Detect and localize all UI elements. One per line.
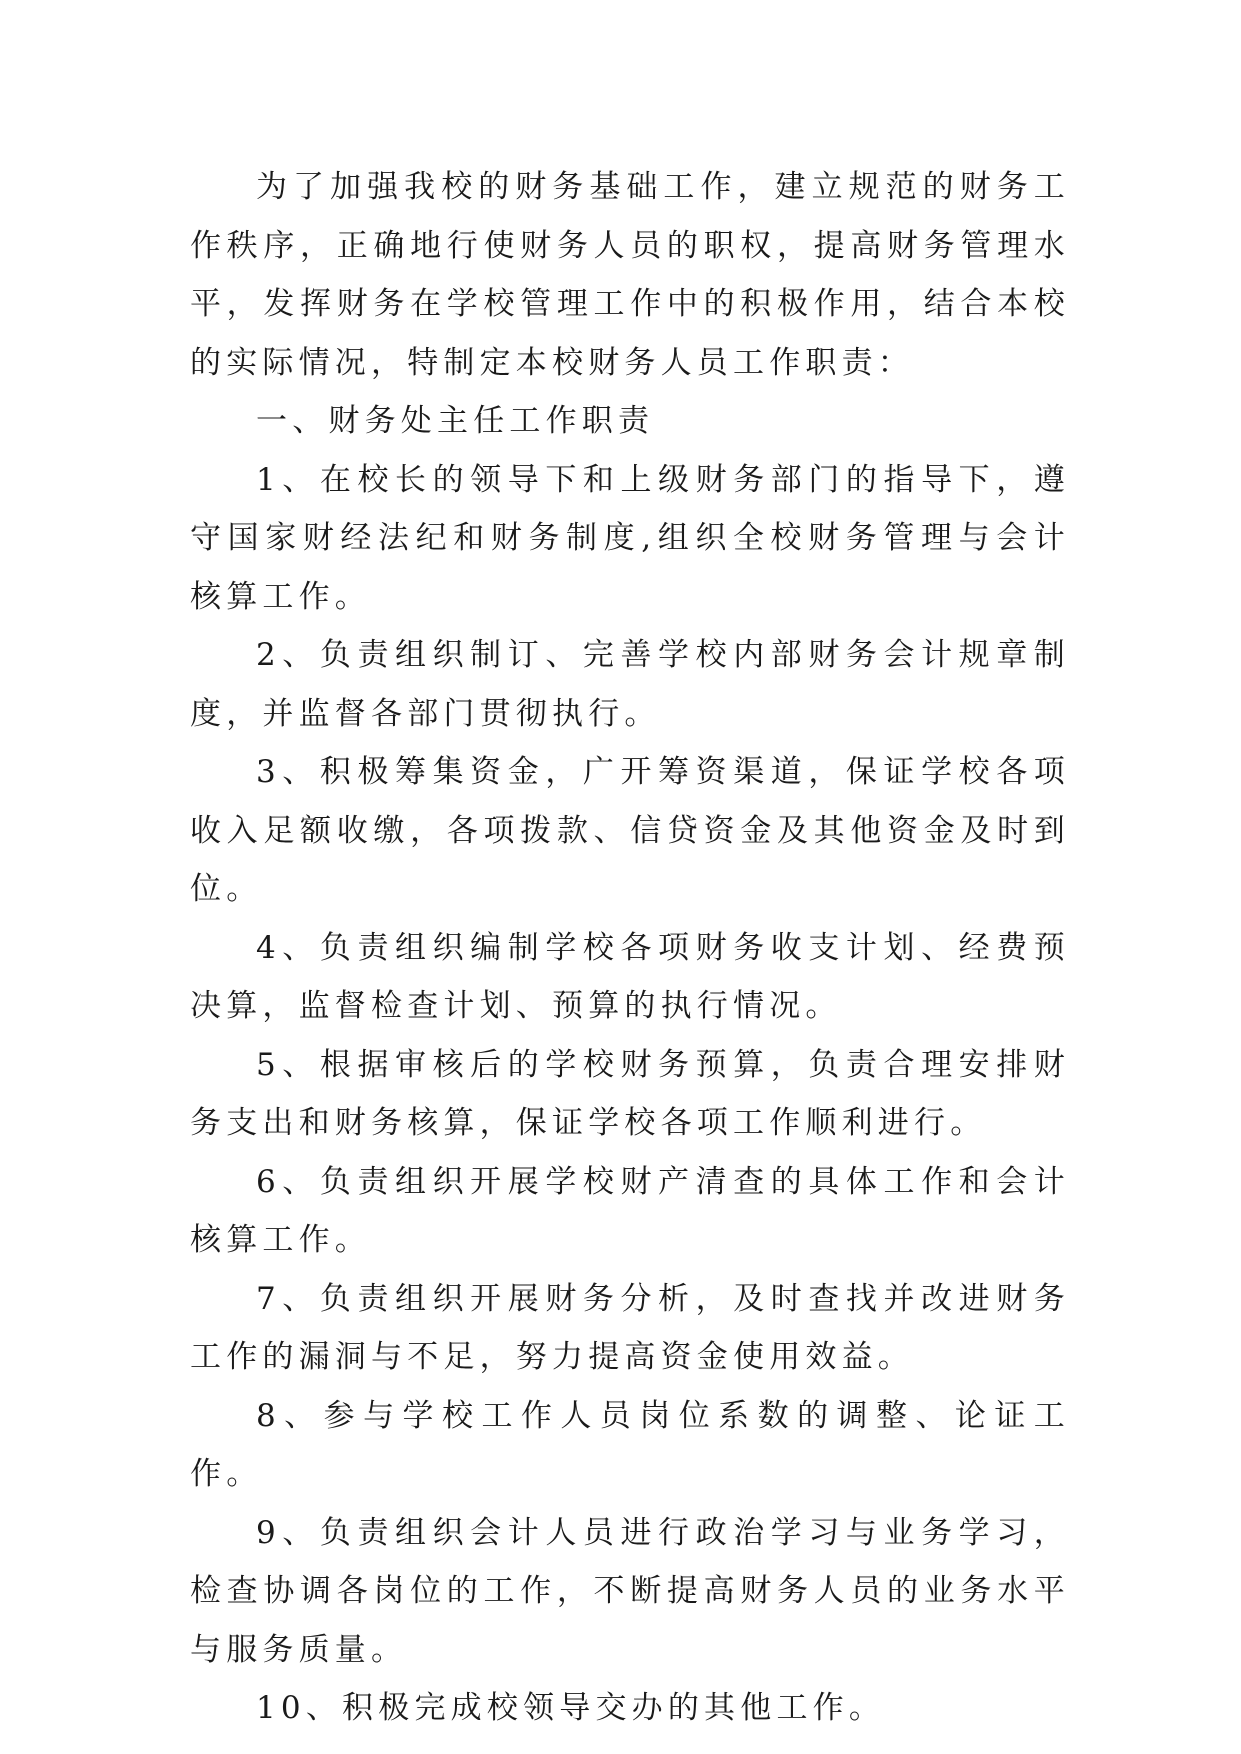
intro-paragraph: 为了加强我校的财务基础工作，建立规范的财务工作秩序，正确地行使财务人员的职权，提高财务管理水平，发挥财务在学校管理工作中的积极作用，结合本校的实际情况，特制定本校财务人员工作职责： <box>190 169 1070 381</box>
duty-item-2: 2、负责组织制订、完善学校内部财务会计规章制度，并监督各部门贯彻执行。 <box>190 637 1070 732</box>
duty-item-3: 3、积极筹集资金，广开筹资渠道，保证学校各项收入足额收缴，各项拨款、信贷资金及其他资金及时到位。 <box>190 754 1070 907</box>
duty-item-9: 9、负责组织会计人员进行政治学习与业务学习，检查协调各岗位的工作，不断提高财务人员的业务水平与服务质量。 <box>190 1514 1070 1668</box>
duty-item-6: 6、负责组织开展学校财产清查的具体工作和会计核算工作。 <box>190 1163 1070 1258</box>
duty-item-8: 8、参与学校工作人员岗位系数的调整、论证工作。 <box>190 1397 1070 1492</box>
section-heading: 一、财务处主任工作职责 <box>256 403 655 439</box>
duty-item-7: 7、负责组织开展财务分析，及时查找并改进财务工作的漏洞与不足，努力提高资金使用效益。 <box>190 1280 1070 1375</box>
duty-item-1: 1、在校长的领导下和上级财务部门的指导下，遵守国家财经法纪和财务制度,组织全校财务管理与会计核算工作。 <box>190 461 1070 615</box>
duty-item-10: 10、积极完成校领导交办的其他工作。 <box>256 1690 886 1726</box>
duty-item-4: 4、负责组织编制学校各项财务收支计划、经费预决算，监督检查计划、预算的执行情况。 <box>190 929 1070 1024</box>
document-body <box>190 158 1070 1738</box>
duty-item-5: 5、根据审核后的学校财务预算，负责合理安排财务支出和财务核算，保证学校各项工作顺利进行。 <box>190 1046 1070 1141</box>
